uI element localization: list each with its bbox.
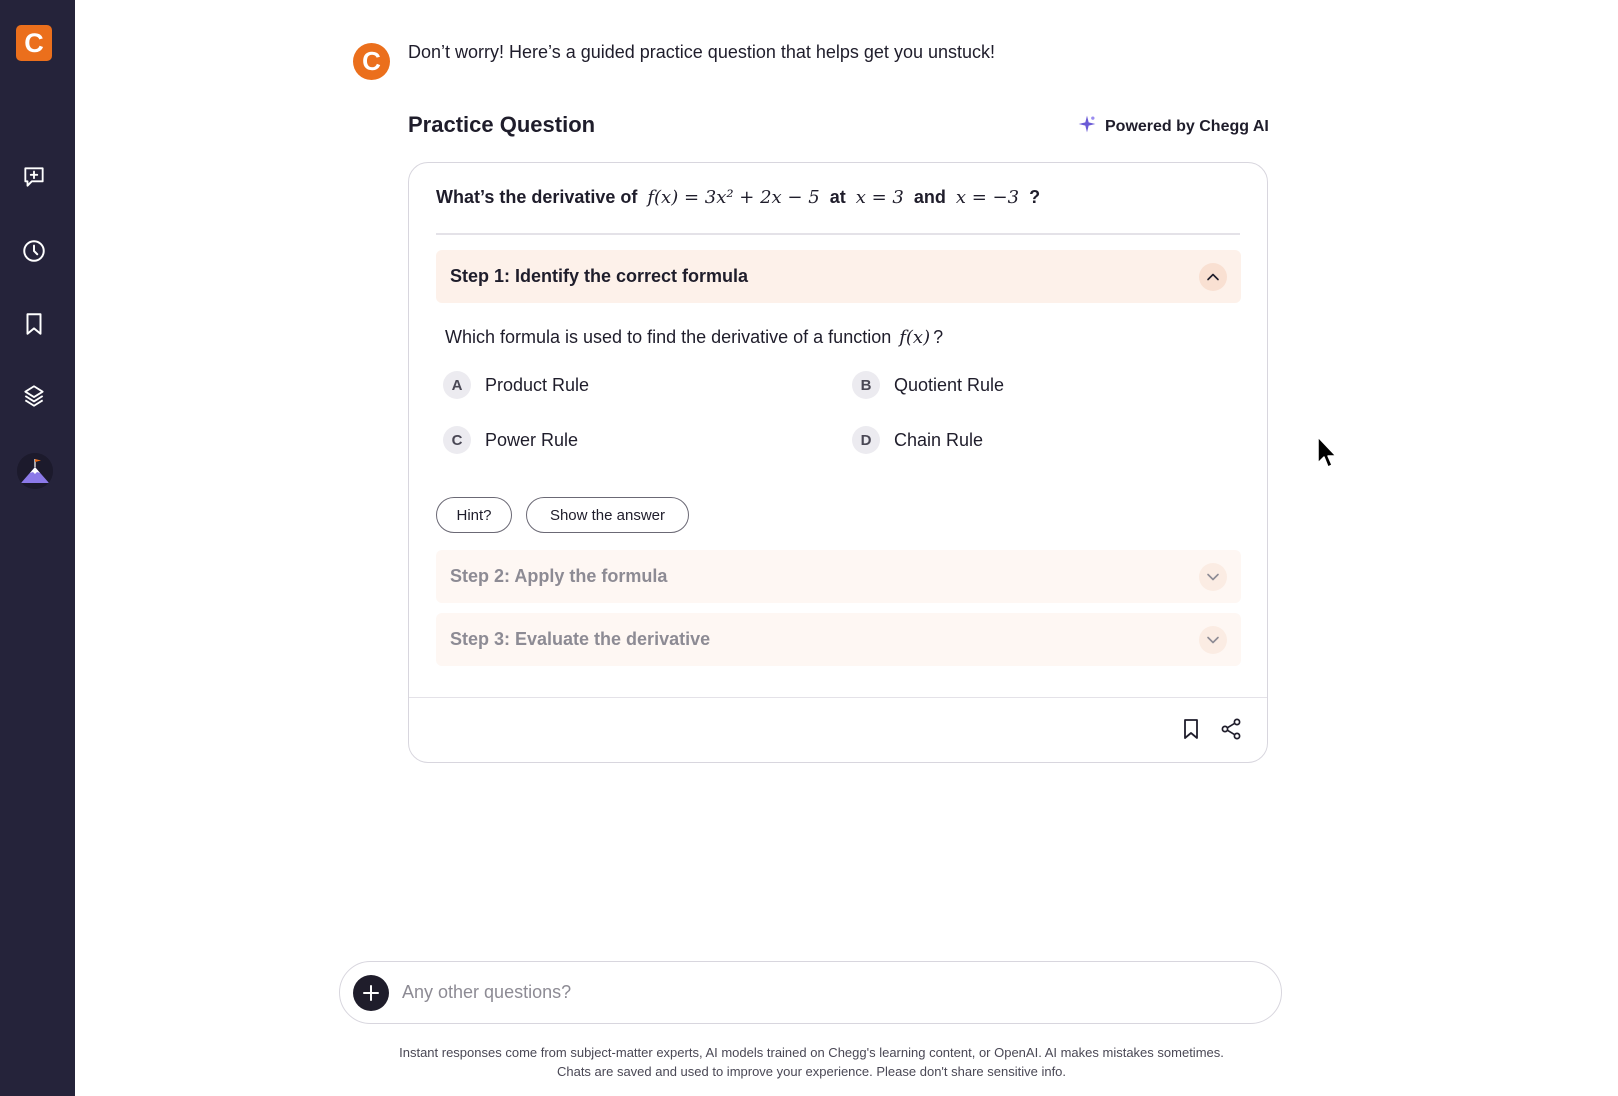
layers-icon[interactable]: [20, 382, 48, 410]
question-and: and: [913, 187, 946, 207]
question-prefix: What’s the derivative of: [436, 187, 638, 207]
option-a-label: Product Rule: [485, 374, 590, 395]
bot-message: Don’t worry! Here’s a guided practice question that helps get you unstuck!: [408, 42, 995, 62]
step-2-label: Step 2: Apply the formula: [450, 566, 668, 586]
share-icon[interactable]: [1218, 716, 1244, 742]
option-c[interactable]: [443, 426, 578, 454]
add-attachment-button[interactable]: [353, 975, 389, 1011]
disclaimer-line-1: Instant responses come from subject-matter experts, AI models trained on Chegg's learning content, or OpenAI. AI makes mistakes sometimes.: [399, 1045, 1224, 1060]
step-3-label: Step 3: Evaluate the derivative: [450, 629, 711, 649]
plus-icon: [361, 983, 381, 1003]
option-b[interactable]: [852, 371, 1004, 399]
option-d-label: Chain Rule: [894, 429, 984, 450]
chevron-down-icon[interactable]: [1199, 626, 1227, 654]
sidebar: [0, 0, 75, 1096]
step-2-header[interactable]: [436, 550, 1241, 603]
chegg-bot-avatar: C: [353, 43, 390, 80]
step-1-label: Step 1: Identify the correct formula: [450, 266, 749, 286]
chat-input[interactable]: [402, 972, 1262, 1012]
step-1-question-text: Which formula is used to find the derivative of a function: [445, 327, 892, 347]
bookmark-icon[interactable]: [1178, 716, 1204, 742]
step-1-question-end: ?: [933, 327, 944, 347]
option-b-label: Quotient Rule: [894, 374, 1005, 395]
chegg-logo[interactable]: C: [16, 25, 52, 61]
option-d-letter: D: [852, 426, 880, 454]
chat-plus-icon[interactable]: [20, 163, 48, 191]
powered-by-text: Powered by Chegg AI: [1105, 117, 1269, 135]
x-value-2: x = −3: [955, 187, 1020, 208]
practice-card: [408, 162, 1268, 763]
chat-composer: [339, 961, 1282, 1024]
function-expression: f(x) = 3x² + 2x − 5: [647, 187, 820, 208]
x-value-1: x = 3: [855, 187, 904, 208]
bookmark-icon[interactable]: [20, 310, 48, 338]
profile-avatar[interactable]: [17, 453, 53, 489]
option-b-letter: B: [852, 371, 880, 399]
question-at: at: [829, 187, 846, 207]
hint-button[interactable]: Hint?: [436, 497, 512, 533]
clock-icon[interactable]: [20, 237, 48, 265]
question-mark: ?: [1029, 187, 1041, 207]
step-1-question: [445, 327, 943, 348]
option-a-letter: A: [443, 371, 471, 399]
option-c-letter: C: [443, 426, 471, 454]
sparkle-icon: [1077, 114, 1097, 139]
show-answer-button[interactable]: Show the answer: [526, 497, 689, 533]
step-1-header[interactable]: [436, 250, 1241, 303]
step-1-question-math: f(x): [899, 327, 931, 348]
practice-question: [436, 187, 1040, 208]
step-3-header[interactable]: [436, 613, 1241, 666]
option-a[interactable]: [443, 371, 589, 399]
practice-title: Practice Question: [408, 112, 596, 137]
card-footer-divider: [409, 697, 1267, 698]
mouse-cursor-icon: [1316, 435, 1340, 471]
chevron-down-icon[interactable]: [1199, 563, 1227, 591]
disclaimer: [340, 1043, 1283, 1081]
option-c-label: Power Rule: [485, 429, 579, 450]
question-divider: [436, 233, 1240, 235]
disclaimer-line-2: Chats are saved and used to improve your experience. Please don't share sensitive info.: [556, 1064, 1067, 1079]
option-d[interactable]: [852, 426, 983, 454]
powered-by-badge: [1077, 114, 1269, 139]
chevron-up-icon[interactable]: [1199, 263, 1227, 291]
